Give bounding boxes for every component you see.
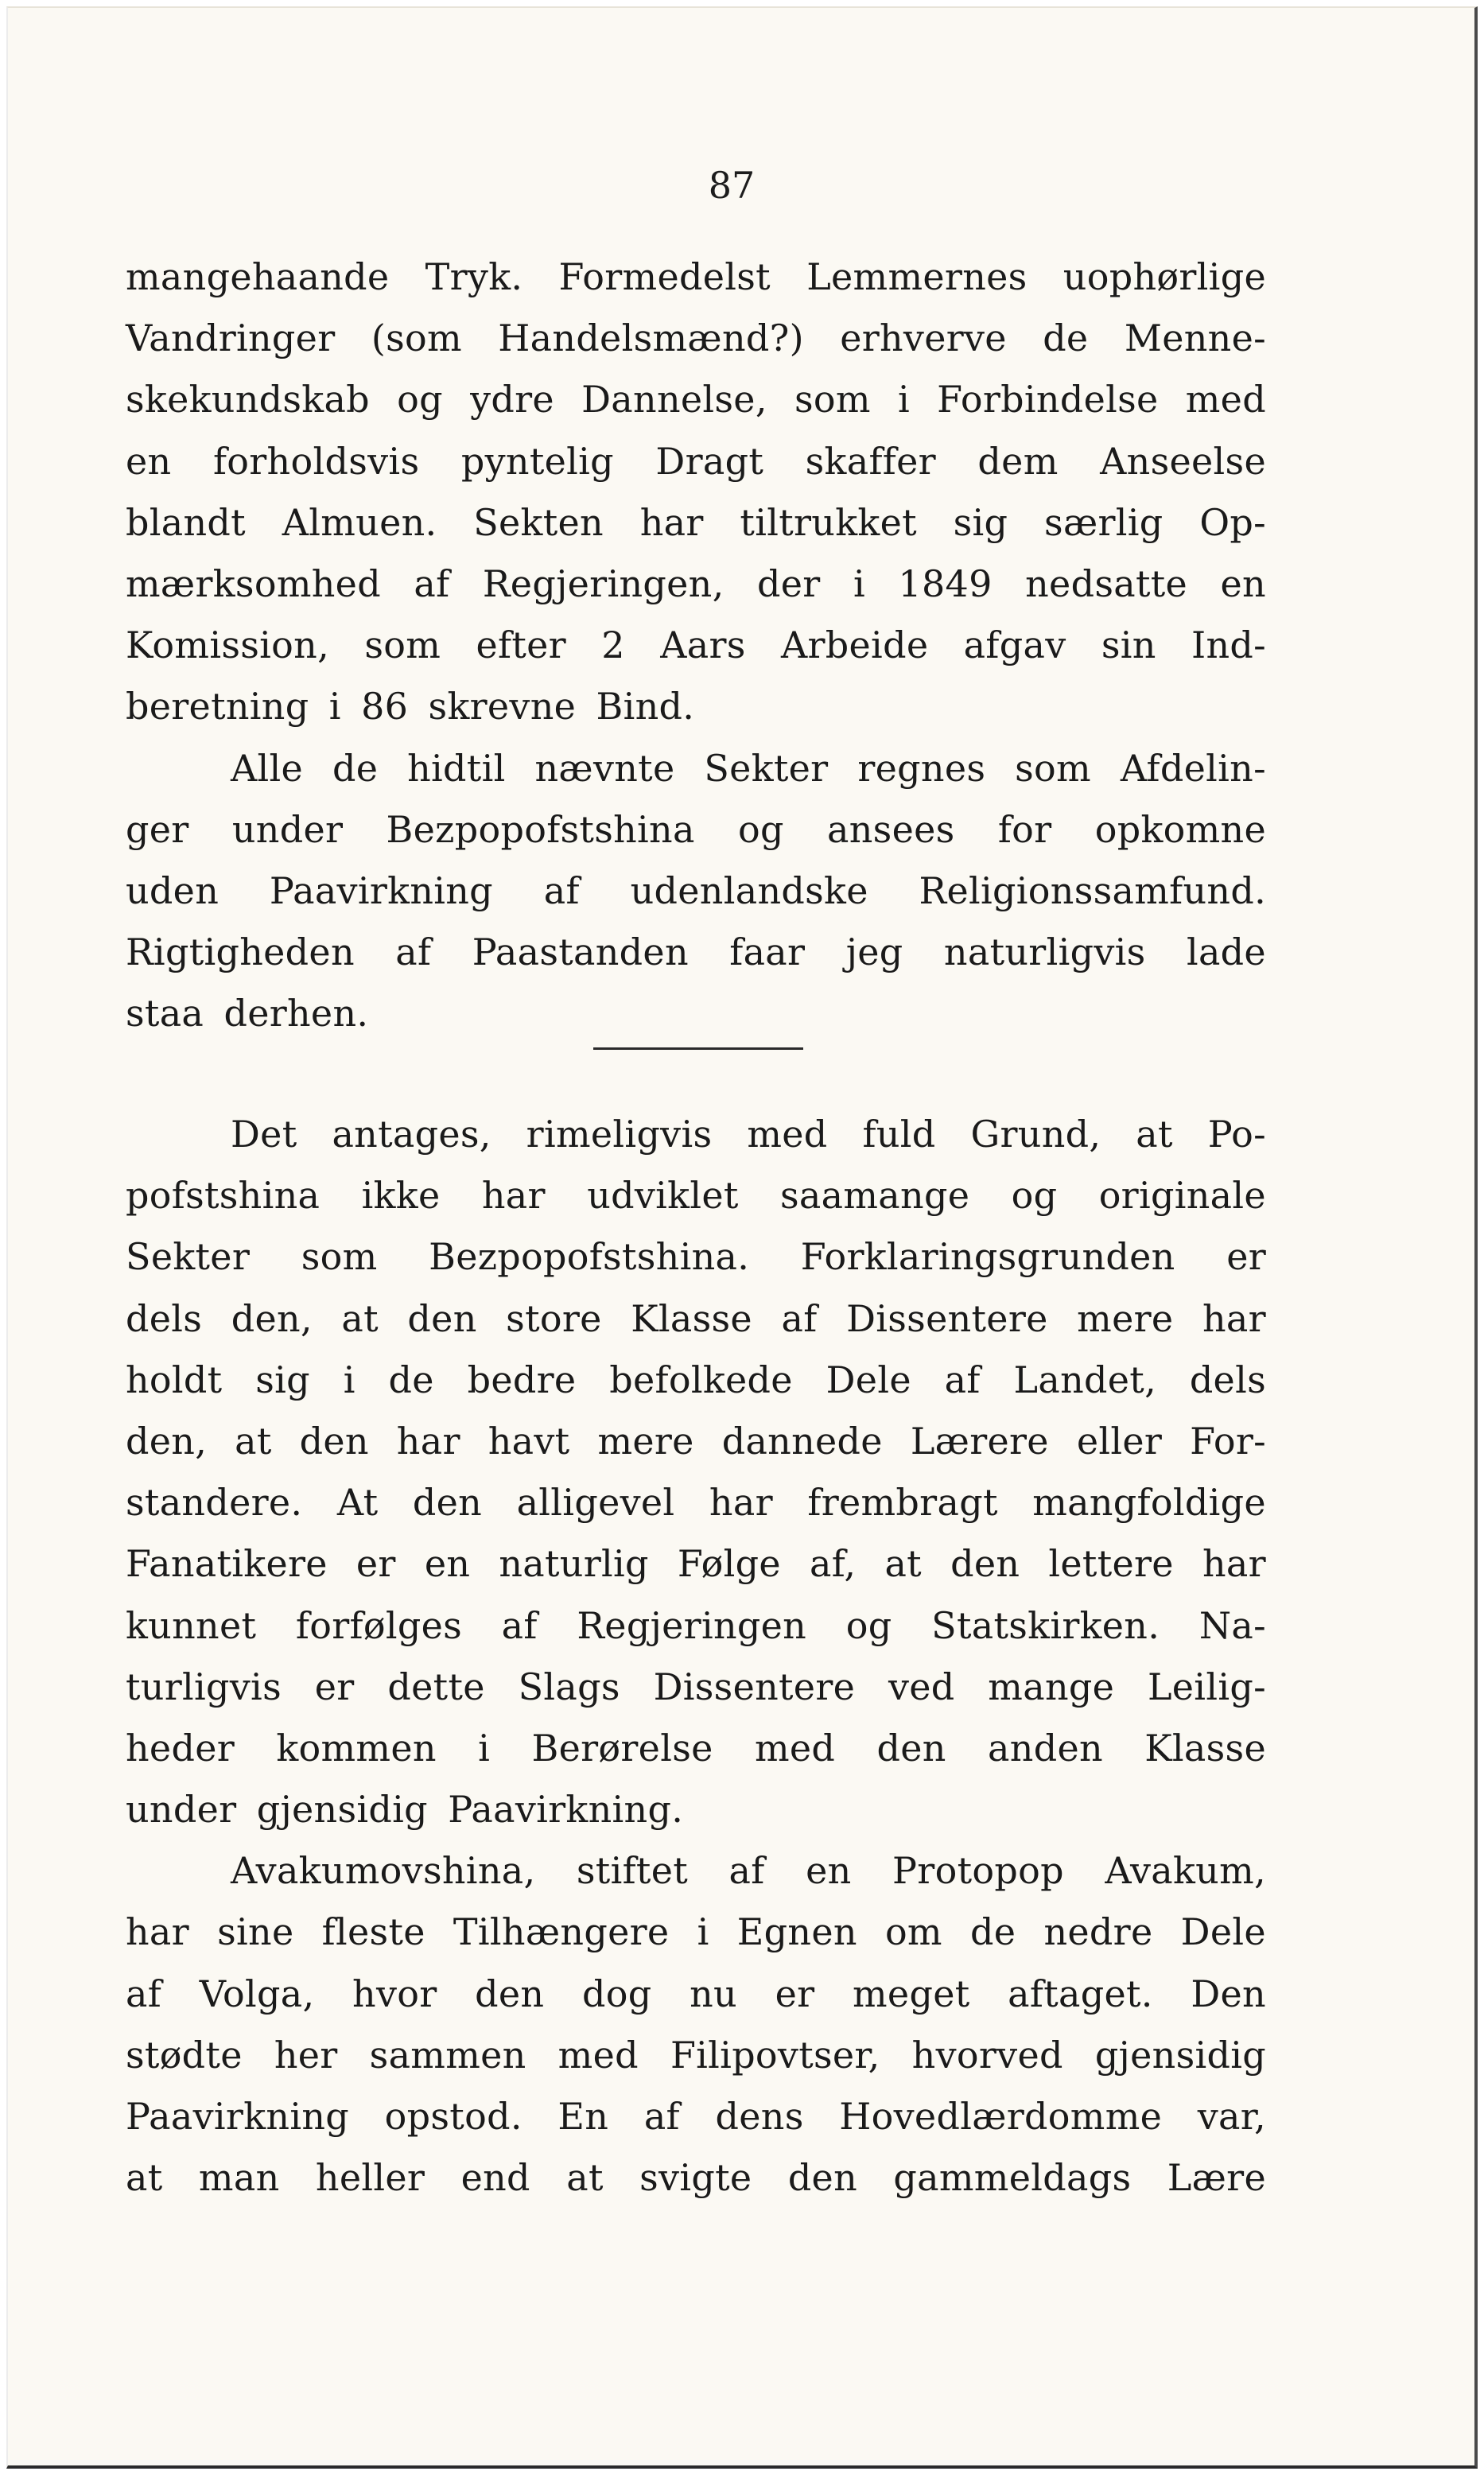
word: Anseelse xyxy=(1100,439,1266,483)
word: aftaget. xyxy=(1008,1972,1153,2015)
word: Bezpopofstshina xyxy=(386,807,695,851)
word: under xyxy=(126,1788,237,1832)
word: Grund, xyxy=(970,1113,1101,1156)
word: af xyxy=(643,2095,680,2138)
text-line xyxy=(126,799,1266,861)
word: at xyxy=(341,1296,379,1340)
word: mere xyxy=(597,1419,694,1463)
word: Rigtigheden xyxy=(126,931,355,974)
word: med xyxy=(557,2033,639,2077)
word: (som xyxy=(371,317,462,360)
word: dem xyxy=(977,439,1059,483)
word: den xyxy=(787,2156,858,2200)
word: under xyxy=(231,807,344,851)
word: den xyxy=(299,1419,369,1463)
word: gjensidig xyxy=(1094,2033,1266,2077)
word: Klasse xyxy=(631,1296,752,1340)
text-line xyxy=(126,2025,1266,2086)
text-line xyxy=(126,1533,1266,1595)
word: i xyxy=(897,378,910,422)
word: heder xyxy=(126,1726,235,1770)
word: Aars xyxy=(660,624,746,667)
text-line xyxy=(126,1411,1266,1472)
text-line xyxy=(126,2147,1266,2209)
word: 86 xyxy=(361,685,409,729)
text-line xyxy=(126,492,1266,554)
word: de xyxy=(388,1358,434,1401)
word: Vandringer xyxy=(126,317,336,360)
word: kunnet xyxy=(126,1603,257,1647)
word: at xyxy=(1136,1113,1173,1156)
word: jeg xyxy=(845,931,903,974)
word: Den xyxy=(1191,1972,1266,2015)
word: en xyxy=(806,1849,852,1893)
word: af xyxy=(126,1972,162,2015)
word: staa xyxy=(126,992,204,1035)
text-line xyxy=(126,247,1266,308)
word: antages, xyxy=(332,1113,491,1156)
word: Sekter xyxy=(126,1235,251,1279)
word: som xyxy=(1015,746,1091,790)
word: med xyxy=(754,1726,836,1770)
word: svigte xyxy=(639,2156,752,2200)
word: Dissentere xyxy=(846,1296,1048,1340)
text-line xyxy=(126,1226,1266,1288)
text-line xyxy=(126,1104,1266,1165)
word: Egnen xyxy=(736,1910,857,1954)
text-line xyxy=(126,1288,1266,1350)
text-line xyxy=(126,1595,1266,1657)
word: naturlig xyxy=(499,1542,649,1586)
word: Handelsmænd?) xyxy=(498,317,804,360)
word: af xyxy=(728,1849,765,1893)
word: dels xyxy=(1189,1358,1266,1401)
text-section-2 xyxy=(126,1104,1266,2209)
word: fuld xyxy=(862,1113,936,1156)
word: med xyxy=(1185,378,1266,422)
word: i xyxy=(478,1726,491,1770)
word: Alle xyxy=(231,746,304,790)
word: Hovedlærdomme xyxy=(839,2095,1163,2138)
word: efter xyxy=(476,624,566,667)
word: at xyxy=(884,1542,922,1586)
word: har xyxy=(1202,1542,1266,1586)
word: Berørelse xyxy=(531,1726,713,1770)
word: fleste xyxy=(321,1910,425,1954)
text-line xyxy=(126,861,1266,922)
word: den xyxy=(876,1726,946,1770)
word: Menne- xyxy=(1124,317,1266,360)
word: som xyxy=(301,1235,378,1279)
book-page xyxy=(6,6,1478,2469)
word: Sekten xyxy=(473,500,604,544)
word: Protopop xyxy=(892,1849,1064,1893)
word: stødte xyxy=(126,2033,243,2077)
word: skaffer xyxy=(805,439,936,483)
word: er xyxy=(314,1665,355,1708)
word: sine xyxy=(217,1910,294,1954)
word: regnes xyxy=(857,746,986,790)
word: nu xyxy=(690,1972,737,2015)
word: den xyxy=(475,1972,545,2015)
word: hidtil xyxy=(407,746,506,790)
word: store xyxy=(506,1296,602,1340)
word: Tryk. xyxy=(425,255,523,298)
word: erhverve xyxy=(840,317,1007,360)
word: sig xyxy=(255,1358,310,1401)
word: i xyxy=(343,1358,355,1401)
word: Po- xyxy=(1207,1113,1266,1156)
word: 1849 xyxy=(898,561,993,605)
word: sammen xyxy=(369,2033,526,2077)
word: i xyxy=(697,1910,709,1954)
word: afgav xyxy=(963,624,1066,667)
word: nedsatte xyxy=(1025,561,1188,605)
word: befolkede xyxy=(609,1358,793,1401)
word: mange xyxy=(988,1665,1115,1708)
word: Lemmernes xyxy=(806,255,1028,298)
word: Bezpopofstshina. xyxy=(429,1235,750,1279)
word: tiltrukket xyxy=(740,500,917,544)
word: af xyxy=(414,561,450,605)
word: uophørlige xyxy=(1062,255,1266,298)
word: At xyxy=(336,1481,379,1525)
word: Slags xyxy=(518,1665,620,1708)
word: Leilig- xyxy=(1147,1665,1266,1708)
word: mangfoldige xyxy=(1032,1481,1266,1525)
word: Regjeringen, xyxy=(482,561,725,605)
word: anden xyxy=(988,1726,1103,1770)
word: nævnte xyxy=(534,746,675,790)
word: Komission, xyxy=(126,624,330,667)
word: standere. xyxy=(126,1481,303,1525)
word: pyntelig xyxy=(460,439,614,483)
word: der xyxy=(756,561,821,605)
word: Forklaringsgrunden xyxy=(800,1235,1175,1279)
word: Dragt xyxy=(655,439,764,483)
word: som xyxy=(794,378,871,422)
word: nedre xyxy=(1043,1910,1153,1954)
word: Paavirkning. xyxy=(448,1788,684,1832)
word: i xyxy=(853,561,865,605)
word: Paastanden xyxy=(472,931,689,974)
word: opstod. xyxy=(384,2095,523,2138)
text-line xyxy=(126,738,1266,799)
word: havt xyxy=(488,1419,570,1463)
word: Religionssamfund. xyxy=(919,868,1266,912)
word: særlig xyxy=(1044,500,1164,544)
text-line xyxy=(126,1964,1266,2025)
text-line xyxy=(126,615,1266,676)
word: ger xyxy=(126,807,189,851)
word: derhen. xyxy=(223,992,369,1035)
word: rimeligvis xyxy=(526,1113,713,1156)
text-line xyxy=(126,1350,1266,1411)
word: de xyxy=(1043,317,1089,360)
word: den xyxy=(407,1296,477,1340)
word: meget xyxy=(853,1972,970,2015)
word: en xyxy=(424,1542,471,1586)
word: Dele xyxy=(826,1358,911,1401)
word: som xyxy=(364,624,441,667)
word: holdt xyxy=(126,1358,223,1401)
word: af xyxy=(543,868,580,912)
word: skrevne xyxy=(428,685,577,729)
word: har xyxy=(1202,1296,1266,1340)
text-line xyxy=(126,431,1266,492)
word: Forbindelse xyxy=(937,378,1159,422)
text-line xyxy=(126,369,1266,430)
word: og xyxy=(1011,1174,1058,1218)
word: pofstshina xyxy=(126,1174,320,1218)
word: Det xyxy=(231,1113,297,1156)
section-divider xyxy=(593,1047,803,1050)
word: har xyxy=(639,500,704,544)
word: dens xyxy=(715,2095,804,2138)
word: sig xyxy=(953,500,1008,544)
word: naturligvis xyxy=(943,931,1146,974)
text-line xyxy=(126,983,1266,1044)
word: ansees xyxy=(827,807,955,851)
word: Ind- xyxy=(1191,624,1266,667)
word: blandt xyxy=(126,500,246,544)
word: af, xyxy=(810,1542,857,1586)
word: Lærere xyxy=(910,1419,1049,1463)
word: hvor xyxy=(352,1972,437,2015)
word: bedre xyxy=(467,1358,577,1401)
word: opkomne xyxy=(1094,807,1266,851)
word: Sekter xyxy=(704,746,829,790)
word: den xyxy=(412,1481,483,1525)
word: Fanatikere xyxy=(126,1542,328,1586)
word: at xyxy=(126,2156,163,2200)
word: Dissentere xyxy=(653,1665,856,1708)
word: originale xyxy=(1098,1174,1266,1218)
word: Afdelin- xyxy=(1120,746,1266,790)
text-line xyxy=(126,1657,1266,1718)
word: af xyxy=(395,931,432,974)
text-line xyxy=(126,2086,1266,2147)
word: uden xyxy=(126,868,219,912)
page-number: 87 xyxy=(708,164,756,207)
word: hvorved xyxy=(911,2033,1063,2077)
word: faar xyxy=(729,931,806,974)
word: kommen xyxy=(276,1726,437,1770)
word: Regjeringen xyxy=(577,1603,807,1647)
word: at xyxy=(235,1419,272,1463)
word: ved xyxy=(888,1665,955,1708)
word: de xyxy=(970,1910,1016,1954)
word: med xyxy=(747,1113,828,1156)
word: Na- xyxy=(1198,1603,1266,1647)
word: udviklet xyxy=(587,1174,739,1218)
word: Paavirkning xyxy=(126,2095,350,2138)
word: en xyxy=(1220,561,1266,605)
word: alligevel xyxy=(516,1481,675,1525)
word: er xyxy=(355,1542,396,1586)
word: for xyxy=(997,807,1052,851)
word: En xyxy=(557,2095,609,2138)
text-line xyxy=(126,554,1266,615)
word: gammeldags xyxy=(893,2156,1132,2200)
word: Klasse xyxy=(1144,1726,1266,1770)
word: var, xyxy=(1197,2095,1266,2138)
word: turligvis xyxy=(126,1665,282,1708)
word: mangehaande xyxy=(126,255,390,298)
word: Tilhængere xyxy=(453,1910,670,1954)
word: af xyxy=(781,1296,818,1340)
word: saamange xyxy=(780,1174,970,1218)
text-line xyxy=(126,1840,1266,1902)
word: forholdsvis xyxy=(212,439,420,483)
word: den, xyxy=(126,1419,208,1463)
text-line xyxy=(126,1718,1266,1779)
word: forfølges xyxy=(295,1603,463,1647)
word: man xyxy=(198,2156,280,2200)
word: har xyxy=(709,1481,773,1525)
text-line xyxy=(126,1902,1266,1963)
word: er xyxy=(1226,1235,1266,1279)
word: den xyxy=(950,1542,1020,1586)
word: af xyxy=(944,1358,981,1401)
word: Lære xyxy=(1167,2156,1266,2200)
word: af xyxy=(501,1603,538,1647)
word: For- xyxy=(1190,1419,1266,1463)
word: Avakumovshina, xyxy=(231,1849,536,1893)
word: Statskirken. xyxy=(931,1603,1160,1647)
word: Avakum, xyxy=(1105,1849,1266,1893)
word: den, xyxy=(231,1296,313,1340)
word: og xyxy=(845,1603,892,1647)
word: lade xyxy=(1186,931,1266,974)
text-line xyxy=(126,1165,1266,1226)
word: mere xyxy=(1077,1296,1174,1340)
word: gjensidig xyxy=(256,1788,428,1832)
word: end xyxy=(460,2156,530,2200)
word: udenlandske xyxy=(630,868,868,912)
text-line xyxy=(126,676,1266,737)
word: mærksomhed xyxy=(126,561,381,605)
text-line xyxy=(126,922,1266,983)
word: at xyxy=(566,2156,604,2200)
word: Filipovtser, xyxy=(670,2033,880,2077)
text-line xyxy=(126,1472,1266,1533)
word: dannede xyxy=(721,1419,883,1463)
text-line xyxy=(126,308,1266,369)
text-line xyxy=(126,1779,1266,1840)
word: i xyxy=(328,685,341,729)
word: Formedelst xyxy=(558,255,771,298)
word: Dannelse, xyxy=(581,378,767,422)
word: om xyxy=(884,1910,942,1954)
word: dog xyxy=(581,1972,652,2015)
word: ydre xyxy=(470,378,554,422)
word: ikke xyxy=(361,1174,441,1218)
word: sin xyxy=(1101,624,1156,667)
word: Landet, xyxy=(1013,1358,1157,1401)
word: Følge xyxy=(677,1542,781,1586)
word: dels xyxy=(126,1296,203,1340)
word: 2 xyxy=(601,624,625,667)
word: og xyxy=(737,807,784,851)
word: Volga, xyxy=(199,1972,315,2015)
word: en xyxy=(126,439,172,483)
word: Bind. xyxy=(596,685,695,729)
word: Op- xyxy=(1199,500,1266,544)
word: har xyxy=(396,1419,460,1463)
word: Almuen. xyxy=(282,500,437,544)
word: heller xyxy=(315,2156,425,2200)
word: Dele xyxy=(1180,1910,1266,1954)
word: og xyxy=(397,378,443,422)
word: skekundskab xyxy=(126,378,370,422)
word: eller xyxy=(1076,1419,1163,1463)
word: beretning xyxy=(126,685,309,729)
word: Arbeide xyxy=(780,624,929,667)
word: her xyxy=(274,2033,338,2077)
word: de xyxy=(332,746,379,790)
word: frembragt xyxy=(807,1481,998,1525)
word: dette xyxy=(387,1665,485,1708)
text-section-1 xyxy=(126,247,1266,1044)
word: har xyxy=(481,1174,546,1218)
word: Paavirkning xyxy=(269,868,493,912)
word: stiftet xyxy=(576,1849,689,1893)
word: har xyxy=(126,1910,189,1954)
word: lettere xyxy=(1048,1542,1174,1586)
word: er xyxy=(775,1972,815,2015)
